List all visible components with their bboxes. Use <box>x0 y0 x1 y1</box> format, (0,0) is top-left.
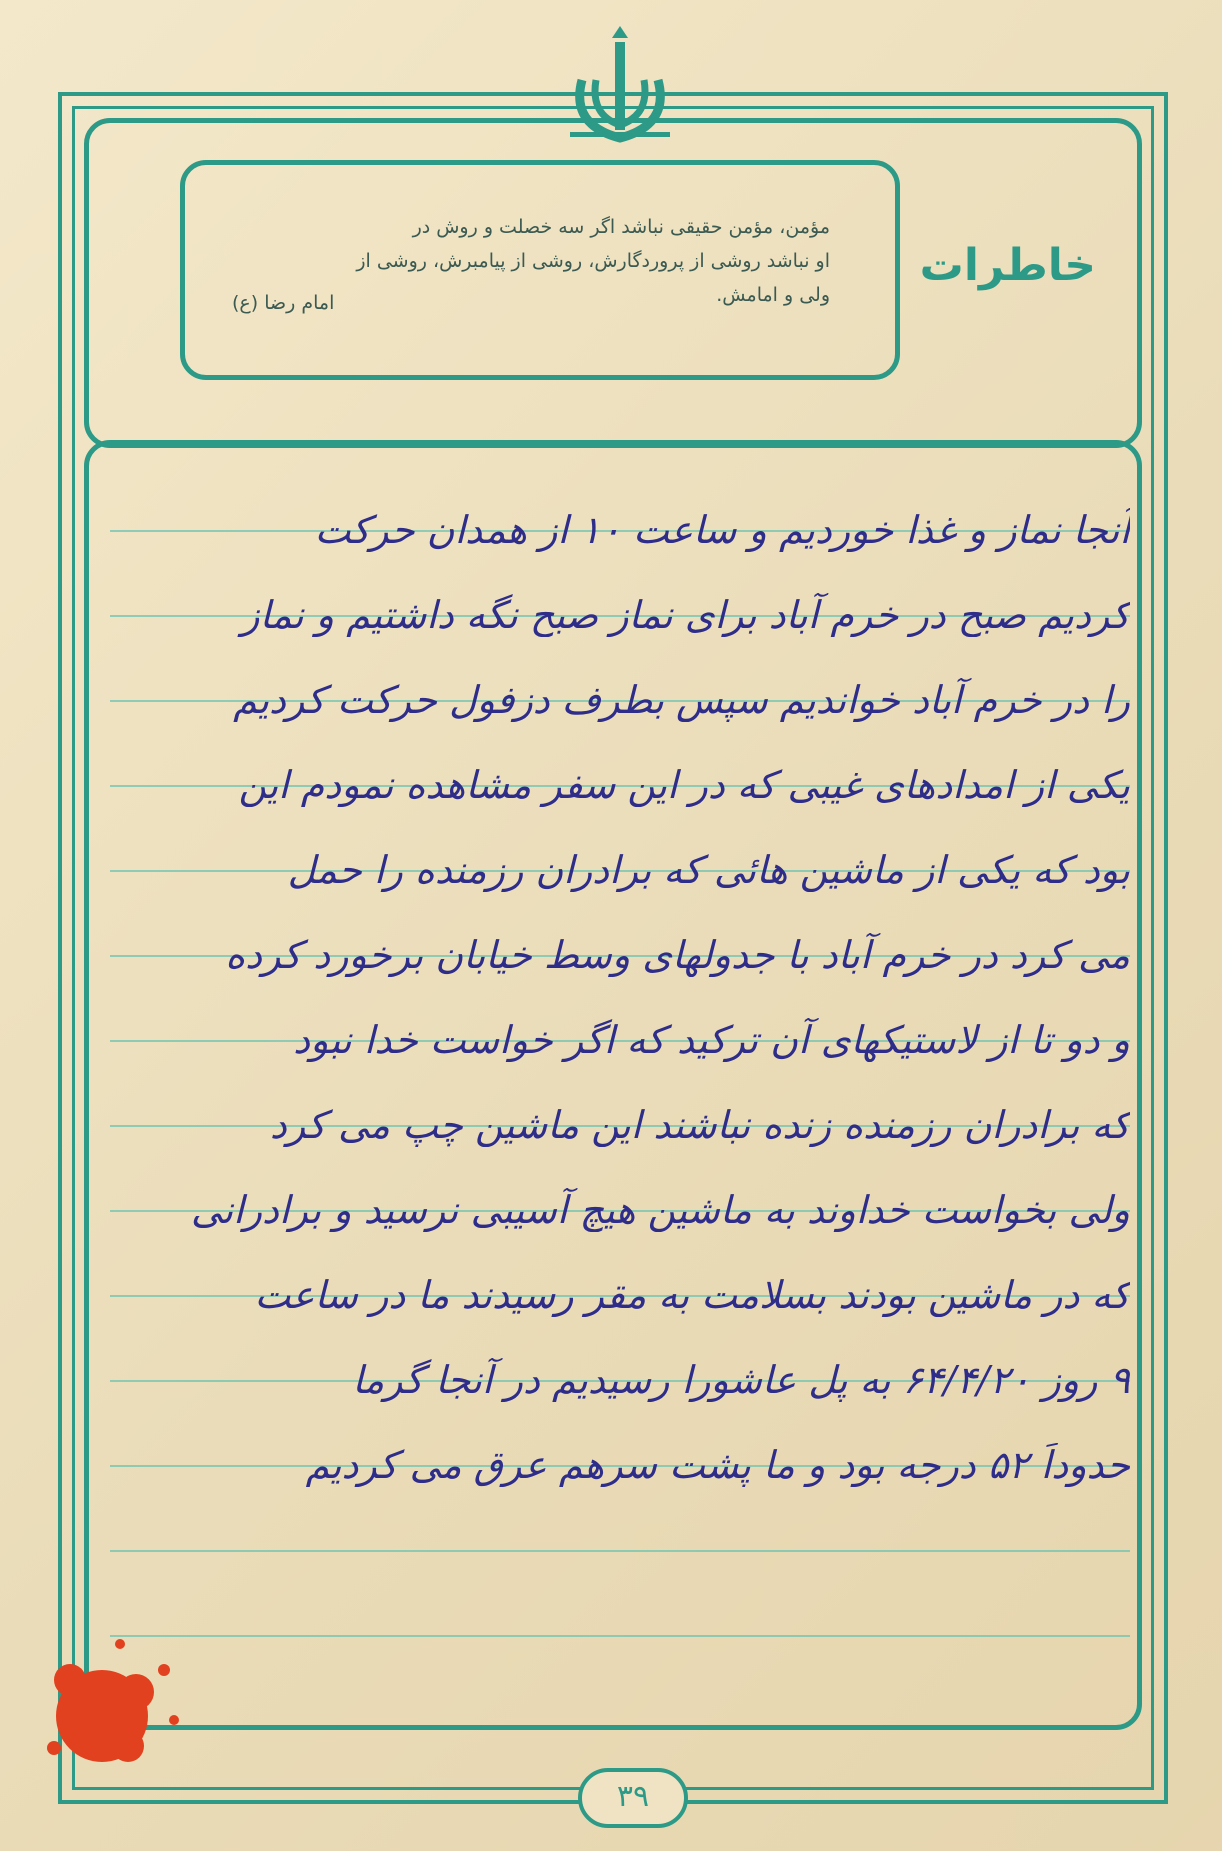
ruled-line <box>110 1635 1130 1637</box>
handwritten-line: که برادران رزمنده زنده نباشند این ماشین چپ می کرد <box>269 1103 1130 1147</box>
handwritten-line: کردیم صبح در خرم آباد برای نماز صبح نگه داشتیم و نماز <box>241 593 1130 637</box>
handwritten-line: می کرد در خرم آباد با جدولهای وسط خیابان برخورد کرده <box>225 933 1130 977</box>
handwritten-line: حدوداً ۵۲ درجه بود و ما پشت سرهم عرق می کردیم <box>305 1443 1130 1487</box>
quote-attribution: امام رضا (ع) <box>232 292 335 314</box>
quote-line: او نباشد روشی از پروردگارش، روشی از پیامبرش، روشی از <box>356 250 830 272</box>
handwritten-line: و دو تا از لاستیکهای آن ترکید که اگر خواست خدا نبود <box>293 1018 1130 1062</box>
quote-line: مؤمن، مؤمن حقیقی نباشد اگر سه خصلت و روش در <box>412 216 830 238</box>
quote-line: ولی و امامش. <box>716 284 830 306</box>
handwritten-line: ولی بخواست خداوند به ماشین هیچ آسیبی نرسید و برادرانی <box>190 1188 1130 1232</box>
ruled-line <box>110 1550 1130 1552</box>
handwritten-line: یکی از امدادهای غیبی که در این سفر مشاهده نمودم این <box>238 763 1130 807</box>
handwritten-line: بود که یکی از ماشین هائی که برادران رزمنده را حمل <box>287 848 1130 892</box>
handwritten-line: را در خرم آباد خواندیم سپس بطرف دزفول حرکت کردیم <box>233 678 1130 722</box>
handwritten-line: آنجا نماز و غذا خوردیم و ساعت ۱۰ از همدان حرکت <box>314 508 1130 552</box>
section-title: خاطرات <box>919 240 1096 291</box>
handwritten-line: ۹ روز ۶۴/۴/۲۰ به پل عاشورا رسیدیم در آنجا گرما <box>352 1358 1130 1402</box>
ink-stain-icon <box>24 1620 194 1790</box>
handwritten-line: که در ماشین بودند بسلامت به مقر رسیدند ما در ساعت <box>254 1273 1130 1317</box>
page-number: ۳۹ <box>578 1768 688 1828</box>
